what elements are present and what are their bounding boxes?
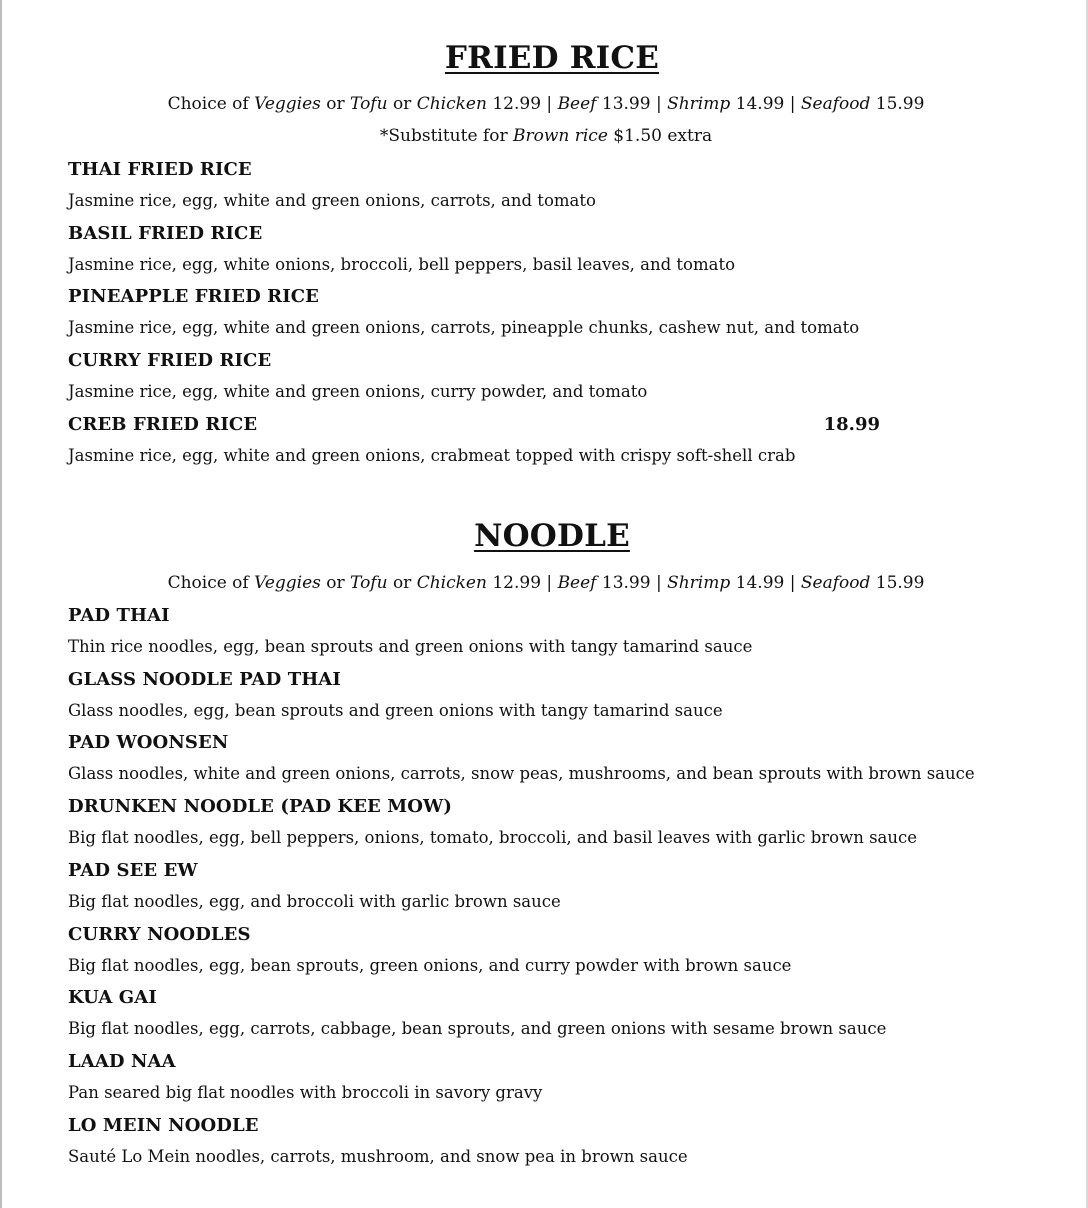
fried-rice-protein-choice (2, 94, 1088, 114)
menu-item-description: Big flat noodles, egg, bean sprouts, green onions, and curry powder with brown sauce (68, 956, 792, 975)
menu-item-name: BASIL FRIED RICE (68, 223, 263, 244)
beef-price: 13.99 | (596, 573, 668, 593)
choice-lead: Choice of (167, 94, 255, 114)
noodle-heading: NOODLE (474, 518, 630, 554)
menu-item-description: Jasmine rice, egg, white and green onions, curry powder, and tomato (68, 382, 648, 401)
choice-or: or (387, 573, 417, 593)
menu-item-name: CREB FRIED RICE (68, 414, 258, 435)
menu-item-description: Pan seared big flat noodles with broccoli in savory gravy (68, 1083, 543, 1102)
menu-item-name: THAI FRIED RICE (68, 159, 252, 180)
seafood-price: 15.99 (870, 94, 925, 114)
menu-item-name: PAD THAI (68, 605, 170, 626)
menu-item-name: PAD WOONSEN (68, 732, 229, 753)
menu-item-description: Glass noodles, white and green onions, carrots, snow peas, mushrooms, and bean sprouts with brown sauce (68, 764, 975, 783)
choice-lead: Choice of (167, 573, 255, 593)
choice-chicken: Chicken (416, 573, 487, 593)
seafood-price: 15.99 (870, 573, 925, 593)
brown-rice-note (2, 126, 1088, 146)
choice-shrimp: Shrimp (667, 573, 731, 593)
choice-seafood: Seafood (800, 573, 871, 593)
note-brown-rice: Brown rice (512, 126, 608, 146)
menu-item-description: Jasmine rice, egg, white and green onions, carrots, and tomato (68, 191, 596, 210)
choice-beef: Beef (557, 94, 597, 114)
shrimp-price: 14.99 | (730, 94, 801, 114)
choice-chicken: Chicken (416, 94, 487, 114)
choice-or: or (387, 94, 417, 114)
choice-tofu: Tofu (350, 573, 388, 593)
choice-shrimp: Shrimp (667, 94, 731, 114)
choice-tofu: Tofu (350, 94, 388, 114)
noodle-protein-choice (2, 573, 1088, 593)
choice-or: or (320, 94, 351, 114)
menu-item-description: Thin rice noodles, egg, bean sprouts and green onions with tangy tamarind sauce (68, 637, 753, 656)
shrimp-price: 14.99 | (730, 573, 801, 593)
menu-item-description: Jasmine rice, egg, white onions, broccoli, bell peppers, basil leaves, and tomato (68, 255, 736, 274)
menu-item-price: 18.99 (823, 414, 880, 435)
menu-item-name: CURRY NOODLES (68, 924, 251, 945)
choice-veggies: Veggies (254, 573, 321, 593)
beef-price: 13.99 | (596, 94, 668, 114)
menu-item-description: Big flat noodles, egg, carrots, cabbage, bean sprouts, and green onions with sesame brown sauce (68, 1019, 887, 1038)
choice-seafood: Seafood (800, 94, 871, 114)
menu-item-description: Big flat noodles, egg, bell peppers, onions, tomato, broccoli, and basil leaves with garlic brown sauce (68, 828, 918, 847)
menu-item-description: Jasmine rice, egg, white and green onions, crabmeat topped with crispy soft-shell crab (68, 446, 796, 465)
menu-item-name: CURRY FRIED RICE (68, 350, 272, 371)
menu-item-description: Glass noodles, egg, bean sprouts and green onions with tangy tamarind sauce (68, 701, 723, 720)
menu-item-name: PAD SEE EW (68, 860, 198, 881)
menu-item-name: LAAD NAA (68, 1051, 176, 1072)
menu-item-name: KUA GAI (68, 987, 157, 1008)
fried-rice-heading: FRIED RICE (444, 40, 660, 76)
chicken-price: 12.99 | (486, 94, 558, 114)
chicken-price: 12.99 | (486, 573, 558, 593)
choice-or: or (320, 573, 351, 593)
menu-item-description: Jasmine rice, egg, white and green onions, carrots, pineapple chunks, cashew nut, and tomato (68, 318, 860, 337)
menu-item-name: GLASS NOODLE PAD THAI (68, 669, 341, 690)
note-lead: *Substitute for (379, 126, 513, 146)
menu-item-description: Big flat noodles, egg, and broccoli with garlic brown sauce (68, 892, 561, 911)
choice-beef: Beef (557, 573, 597, 593)
choice-veggies: Veggies (254, 94, 321, 114)
menu-item-name: PINEAPPLE FRIED RICE (68, 286, 319, 307)
menu-item-name: LO MEIN NOODLE (68, 1115, 259, 1136)
note-tail: $1.50 extra (607, 126, 713, 146)
menu-item-name: DRUNKEN NOODLE (PAD KEE MOW) (68, 796, 452, 817)
menu-item-description: Sauté Lo Mein noodles, carrots, mushroom, and snow pea in brown sauce (68, 1147, 688, 1166)
